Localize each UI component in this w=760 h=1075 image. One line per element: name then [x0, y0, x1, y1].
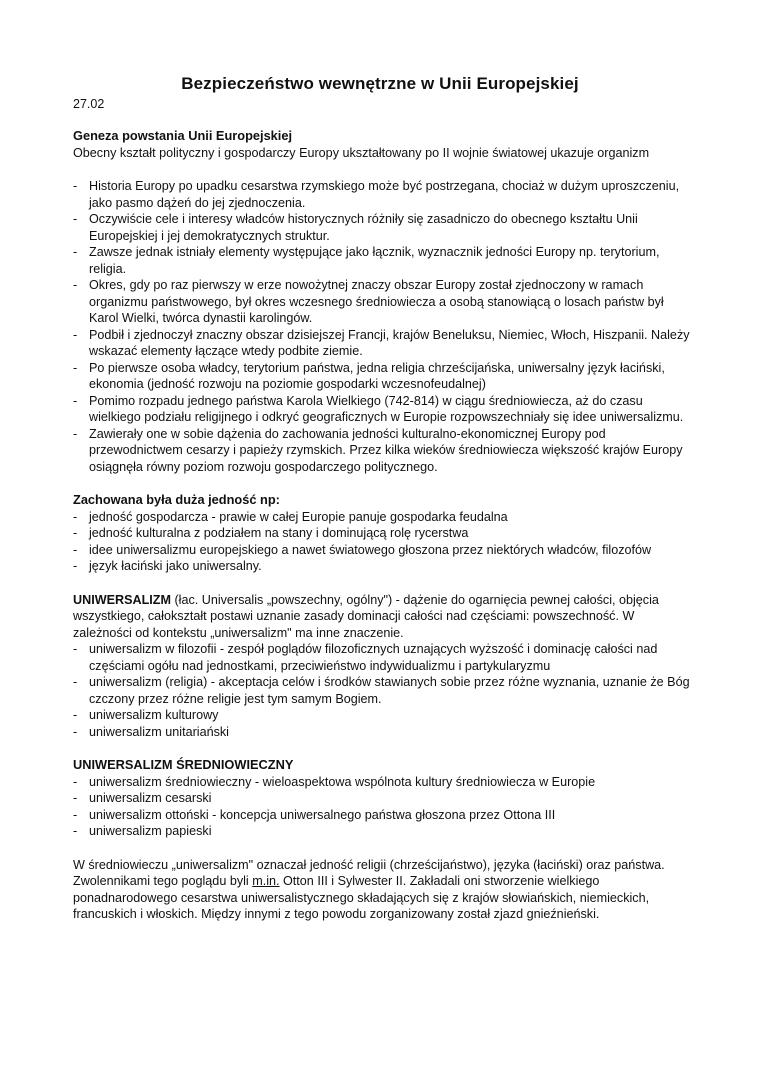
closing-underlined: m.in. — [252, 874, 280, 888]
document-body — [73, 128, 691, 923]
medieval-bullet-list — [73, 774, 691, 840]
section-heading-medieval-universalism: UNIWERSALIZM ŚREDNIOWIECZNY — [73, 757, 294, 772]
list-item: - Zawierały one w sobie dążenia do zachowania jedności kulturalno-ekonomicznej Europy pod przewodnictwem cesarzy i papieży rzymskich. Przez kilka wieków średniowiecza większość krajów Europy osiągnęła równy poziom rozwoju gospodarczego politycznego. — [73, 426, 691, 476]
closing-paragraph — [73, 857, 691, 923]
list-item: - uniwersalizm cesarski — [73, 790, 691, 807]
closing-text-1: W średniowieczu „uniwersalizm" oznaczał jedność religii (chrześcijaństwo), języka (łaciński) oraz państwa. Zwolennikami tego poglądu byli — [73, 857, 665, 888]
list-item: - Podbił i zjednoczył znaczny obszar dzisiejszej Francji, krajów Beneluksu, Niemiec, Włoch, Hiszpanii. Należy wskazać elementy łączące wtedy podbite ziemie. — [73, 327, 691, 360]
universalism-bullet-list — [73, 641, 691, 740]
universalism-definition-text: (łac. Universalis „powszechny, ogólny") - dążenie do ogarnięcia pewnej całości, objęcia wszystkiego, całokształt postawi uznanie zasady dominacji całości nad częściami: powszechność. W zależności od kontekstu „uniwersalizm" ma inne znaczenie. — [73, 592, 659, 640]
list-item: - jedność gospodarcza - prawie w całej Europie panuje gospodarka feudalna — [73, 509, 691, 526]
section-heading-unity: Zachowana była duża jedność np: — [73, 492, 280, 507]
list-item: - Po pierwsze osoba władcy, terytorium państwa, jedna religia chrześcijańska, uniwersalny język łaciński, ekonomia (jedność rozwoju na poziomie gospodarki wczesnofeudalnej) — [73, 360, 691, 393]
list-item: - Okres, gdy po raz pierwszy w erze nowożytnej znaczy obszar Europy został zjednoczony w ramach organizmu państwowego, był okres wczesnego średniowiecza a osobą stanowiącą o losach państw był Karol Wielki, twórca dynastii karolingów. — [73, 277, 691, 327]
list-item: - uniwersalizm ottoński - koncepcja uniwersalnego państwa głoszona przez Ottona III — [73, 807, 691, 824]
universalism-term: UNIWERSALIZM — [73, 592, 171, 607]
list-item: - uniwersalizm unitariański — [73, 724, 691, 741]
list-item: - Zawsze jednak istniały elementy występujące jako łącznik, wyznacznik jedności Europy np. terytorium, religia. — [73, 244, 691, 277]
list-item: - uniwersalizm średniowieczny - wieloaspektowa wspólnota kultury średniowiecza w Europie — [73, 774, 691, 791]
list-item: - uniwersalizm papieski — [73, 823, 691, 840]
section-heading-genesis: Geneza powstania Unii Europejskiej — [73, 128, 293, 143]
section-intro: Obecny kształt polityczny i gospodarczy Europy ukształtowany po II wojnie światowej ukazuje organizm — [73, 145, 650, 160]
list-item: - Oczywiście cele i interesy władców historycznych różniły się zasadniczo do obecnego kształtu Unii Europejskiej i jej demokratycznych struktur. — [73, 211, 691, 244]
history-bullet-list — [73, 178, 691, 475]
universalism-definition — [73, 592, 691, 642]
unity-bullet-list — [73, 509, 691, 575]
document-date: 27.02 — [73, 97, 105, 111]
list-item: - język łaciński jako uniwersalny. — [73, 558, 691, 575]
list-item: - uniwersalizm kulturowy — [73, 707, 691, 724]
list-item: - Historia Europy po upadku cesarstwa rzymskiego może być postrzegana, chociaż w dużym uproszczeniu, jako pasmo dążeń do jej zjednoczenia. — [73, 178, 691, 211]
document-title: Bezpieczeństwo wewnętrzne w Unii Europejskiej — [181, 74, 579, 93]
list-item: - jedność kulturalna z podziałem na stany i dominującą rolę rycerstwa — [73, 525, 691, 542]
closing-text-2: Otton III i Sylwester II. Zakładali oni stworzenie wielkiego ponadnarodowego cesarstwa uniwersalistycznego składających się z krajów słowiańskich, niemieckich, francuskich i włoskich. Między innymi z tego powodu zorganizowany został zjazd gnieźnieński. — [73, 874, 650, 921]
list-item: - uniwersalizm (religia) - akceptacja celów i środków stawianych sobie przez różne wyznania, uznanie że Bóg czczony przez różne religie jest tym samym Bogiem. — [73, 674, 691, 707]
list-item: - idee uniwersalizmu europejskiego a nawet światowego głoszona przez niektórych władców, filozofów — [73, 542, 691, 559]
list-item: - uniwersalizm w filozofii - zespół poglądów filozoficznych uznających wyższość i dominację całości nad częściami ogółu nad jednostkami, przeciwieństwo indywidualizmu i partykularyzmu — [73, 641, 691, 674]
list-item: - Pomimo rozpadu jednego państwa Karola Wielkiego (742-814) w ciągu średniowiecza, aż do czasu wielkiego podziału religijnego i odkryć geograficznych w Europie rozpowszechniały się idee uniwersalizmu. — [73, 393, 691, 426]
